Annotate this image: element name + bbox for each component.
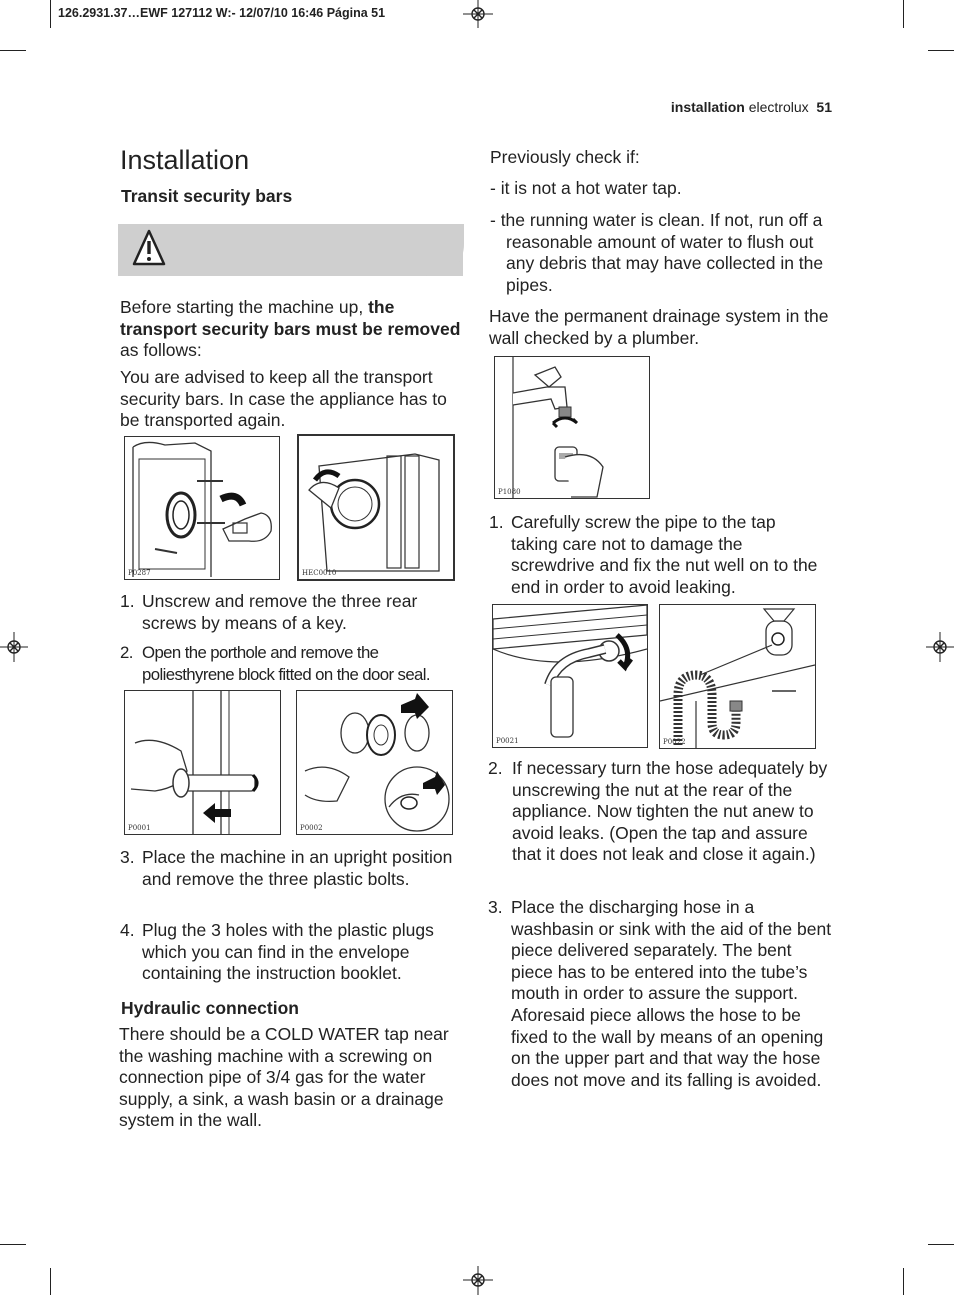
crop-mark [0, 50, 26, 51]
figure-code: P1080 [498, 488, 521, 496]
figure-code: P0022 [663, 738, 686, 746]
figure-code: P0001 [128, 824, 151, 832]
check-item-hot-tap: - it is not a hot water tap. [490, 178, 682, 198]
right-step-1-screw-pipe: 1. Carefully screw the pipe to the tap taking care not to damage the screwdrive and fix the nut well on to the end in order to avoid leaking. [489, 512, 818, 597]
figure-code: P0002 [300, 824, 323, 832]
crop-mark [50, 0, 51, 28]
hydraulic-text: There should be a COLD WATER tap near the washing machine with a screwing on connection pipe of 3/4 gas for the water supply, a sink, a wash basin or a drainage system in the wall. [119, 1024, 449, 1131]
figure-porthole [297, 434, 455, 581]
crop-mark [928, 50, 954, 51]
para-before-starting: Before starting the machine up, the transport security bars must be removed as follows: [120, 297, 461, 361]
transit-heading: Transit security bars [121, 186, 293, 206]
registration-mark-icon [0, 632, 28, 662]
figure-code: HEC0010 [302, 569, 337, 577]
warning-band-curve [118, 224, 464, 278]
check-intro: Previously check if: [490, 147, 640, 167]
drainage-text: Have the permanent drainage system in the wall checked by a plumber. [489, 306, 829, 348]
header-brand: electrolux [748, 99, 809, 115]
crop-mark [0, 1244, 26, 1245]
figure-code: P0287 [128, 569, 151, 577]
registration-mark-icon [463, 1266, 493, 1295]
figure-code: P0021 [496, 737, 519, 745]
print-slug: 126.2931.37…EWF 127112 W:- 12/07/10 16:46 Página 51 [58, 6, 386, 20]
page-title: Installation [120, 145, 250, 175]
figure-rear-screws [124, 436, 280, 580]
step-2-porthole: 2. Open the porthole and remove the poliesthyrene block fitted on the door seal. [120, 643, 430, 684]
figure-plug-holes [296, 690, 453, 835]
right-step-3-discharge: 3. Place the discharging hose in a washbasin or sink with the aid of the bent piece delivered separately. The bent piece has to be entered into the tube’s mouth in order to assure the support. Aforesaid piece allows the hose to be fixed to the wall by means of an opening on the upper part and that way the hose does not move and its falling is avoided. [488, 897, 832, 1090]
figure-drain-hose [659, 604, 816, 749]
registration-mark-icon [463, 0, 493, 28]
page-number: 51 [816, 99, 832, 115]
registration-mark-icon [926, 632, 954, 662]
step-3-upright: 3. Place the machine in an upright position and remove the three plastic bolts. [120, 847, 453, 889]
right-step-2-turn-hose: 2. If necessary turn the hose adequately by unscrewing the nut at the rear of the appliance. Now tighten the nut anew to avoid leaks. (Open the tap and assure that it does not leak and close it again.) [488, 758, 828, 865]
crop-mark [928, 1244, 954, 1245]
header-section: installation [670, 99, 745, 115]
step-1-unscrew: 1. Unscrew and remove the three rear screws by means of a key. [120, 591, 418, 633]
para-keep-bars: You are advised to keep all the transport security bars. In case the appliance has to be transported again. [120, 367, 447, 431]
figure-tap-connection [494, 356, 650, 499]
figure-plastic-bolts [124, 690, 281, 835]
check-item-clean-water: - the running water is clean. If not, run off a reasonable amount of water to flush out any debris that may have collected in the pipes. [490, 210, 824, 295]
hydraulic-heading: Hydraulic connection [121, 998, 299, 1018]
step-4-plug: 4. Plug the 3 holes with the plastic plugs which you can find in the envelope containing the instruction booklet. [120, 920, 434, 984]
crop-mark [903, 1268, 904, 1295]
running-header [671, 99, 832, 115]
figure-rear-hose-nut [492, 604, 648, 748]
crop-mark [903, 0, 904, 28]
crop-mark [50, 1268, 51, 1295]
